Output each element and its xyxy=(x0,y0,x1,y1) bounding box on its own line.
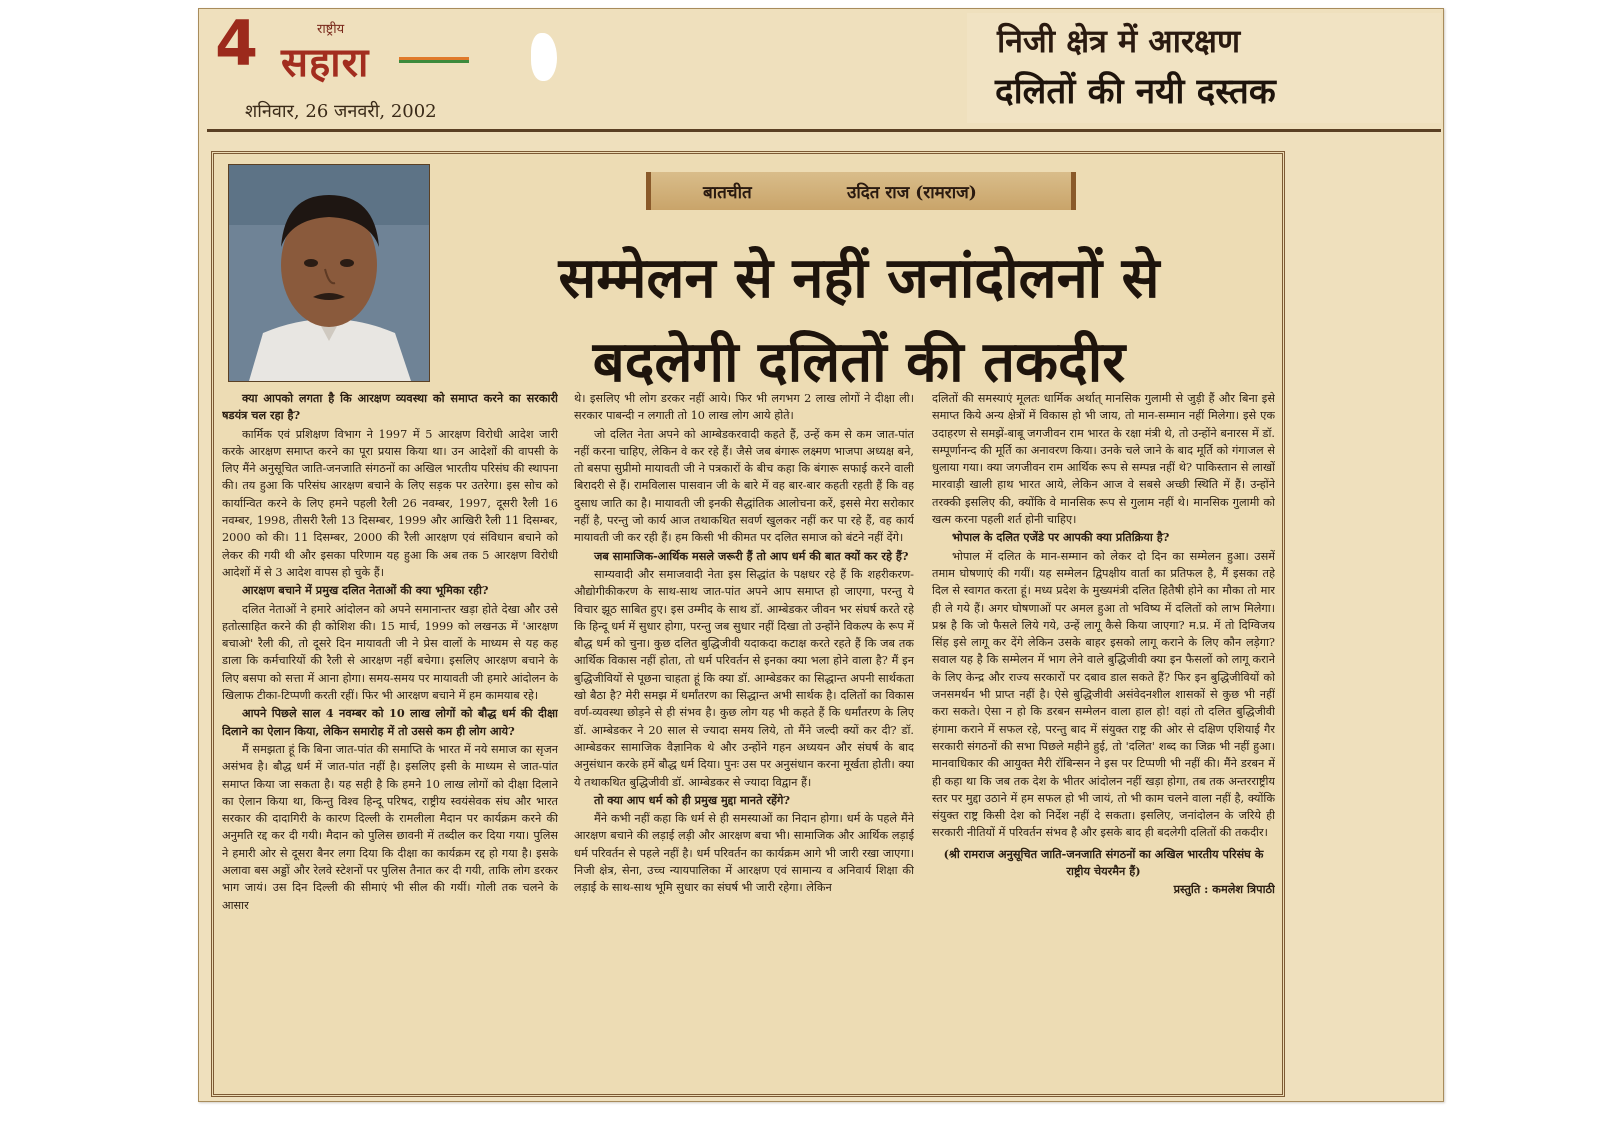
text-column-3 xyxy=(932,390,1275,1090)
answer: कार्मिक एवं प्रशिक्षण विभाग ने 1997 में 5 आरक्षण विरोधी आदेश जारी करके आरक्षण समाप्त करने का पूरा प्रयास किया था। उन आदेशों की वापसी के लिए मैंने अनुसूचित जाति-जनजाति संगठनों का अखिल भारतीय परिसंघ की स्थापना की। तय हुआ कि परिसंघ आरक्षण बचाने के लिए सड़क पर उतरेगा। इस सोच को कार्यान्वित करने के लिए हमने पहली रैली 26 नवम्बर, 1997, दूसरी रैली 16 नवम्बर, 1998, तीसरी रैली 13 दिसम्बर, 1999 और आखिरी रैली 11 दिसम्बर, 2000 को की। 11 दिसम्बर, 2000 की रैली आरक्षण एवं संविधान बचाने को लेकर की गयी थी और इसका परिणाम यह हुआ कि अब तक 5 आरक्षण विरोधी आदेशों में से 3 आदेश वापस हो चुके हैं। xyxy=(222,427,558,579)
masthead-logo: सहारा xyxy=(281,40,370,86)
answer-continued: दलितों की समस्याएं मूलतः धार्मिक अर्थात् मानसिक गुलामी से जुड़ी हैं और बिना इसे समाप्त किये अन्य क्षेत्रों में विकास हो भी जाय, तो मान-सम्मान नहीं मिलेगा। इसे एक उदाहरण से समझें-बाबू जगजीवन राम भारत के रक्षा मंत्री थे, तो उन्होंने बनारस में डॉ. सम्पूर्णानन्द की मूर्ति का अनावरण किया। उनके चले जाने के बाद मूर्ति को गंगाजल से धुलाया गया। क्या जगजीवन राम आर्थिक रूप से सम्पन्न नहीं थे? पाकिस्तान से लाखों मारवाड़ी खाली हाथ भारत आये, लेकिन आज वे सबसे अच्छी स्थिति में हैं। उन्होंने तरक्की इसलिए की, क्योंकि वे मानसिक रूप से गुलाम नहीं थे। मानसिक गुलामी को खत्म करना पहली शर्त होनी चाहिए। xyxy=(932,392,1275,527)
answer: जो दलित नेता अपने को आम्बेडकरवादी कहते हैं, उन्हें कम से कम जात-पांत नहीं करना चाहिए, लेकिन वे कर रहे हैं। जैसे जब बंगारू लक्ष्मण भाजपा अध्यक्ष बने, तो बसपा सुप्रीमो मायावती जी ने पत्रकारों के बीच कहा कि बंगारू सफाई करने वाली बिरादरी से हैं। रामविलास पासवान जी के बारे में वह बार-बार कहती रहती हैं कि वह दुसाध जाति का है। मायावती जी इनकी सैद्धांतिक आलोचना करें, इससे मेरा सरोकार नहीं है, परन्तु जो कार्य आज तथाकथित सवर्ण खुलकर नहीं कर पा रहे हैं, वह कार्य मायावती जी कर रही हैं। हम किसी भी कीमत पर दलित समाज को बंटने नहीं देंगे। xyxy=(574,427,914,545)
text-column-2 xyxy=(574,390,914,1090)
author-photo xyxy=(228,164,430,382)
answer: मैंने कभी नहीं कहा कि धर्म से ही समस्याओं का निदान होगा। धर्म के पहले मैंने आरक्षण बचाने की लड़ाई लड़ी और आरक्षण बचा भी। सामाजिक और आर्थिक लड़ाई धर्म परिवर्तन से पहले नहीं है। धर्म परिवर्तन का कार्यक्रम आगे भी जारी रखा जाएगा। निजी क्षेत्र, सेना, उच्च न्यायपालिका में आरक्षण एवं सामान्य व अनिवार्य शिक्षा की लड़ाई के साथ-साथ भूमि सुधार का संघर्ष भी जारी रहेगा। लेकिन xyxy=(574,812,914,895)
section-slug xyxy=(967,13,1441,123)
question: तो क्या आप धर्म को ही प्रमुख मुद्दा मानते रहेंगे? xyxy=(594,792,791,807)
slug-line-1: निजी क्षेत्र में आरक्षण xyxy=(997,22,1241,60)
headline-line-1: सम्मेलन से नहीं जनांदोलनों से xyxy=(558,245,1160,311)
question: क्या आपको लगता है कि आरक्षण व्यवस्था को समाप्त करने का सरकारी षडयंत्र चल रहा है? xyxy=(222,391,558,423)
masthead xyxy=(209,7,709,133)
byline-credit: प्रस्तुति : कमलेश त्रिपाठी xyxy=(1173,882,1275,897)
answer: दलित नेताओं ने हमारे आंदोलन को अपने समानान्तर खड़ा होते देखा और उसे हतोत्साहित करने की ही कोशिश की। 15 मार्च, 1999 को लखनऊ में 'आरक्षण बचाओ' रैली की, तो दूसरे दिन मायावती जी ने प्रेस वालों के माध्यम से यह कह डाला कि कर्मचारियों की रैली से आरक्षण नहीं बचेगा। इसलिए आरक्षण बचाने के लिए बसपा को सत्ता में आना होगा। समय-समय पर मायावती जी हमारे आंदोलन के खिलाफ टीका-टिप्पणी करती रहीं। फिर भी आरक्षण बचाने में हम कामयाब रहे। xyxy=(222,602,558,703)
answer: भोपाल में दलित के मान-सम्मान को लेकर दो दिन का सम्मेलन हुआ। उसमें तमाम घोषणाएं की गयीं। यह सम्मेलन द्विपक्षीय वार्ता का प्रतिफल है, मैं इसका तहे दिल से स्वागत करता हूं। मध्य प्रदेश के मुख्यमंत्री दलित हितैषी होने का मौका तो मार ही ले गये हैं। अगर घोषणाओं पर अमल हुआ तो भविष्य में दलितों को लाभ मिलेगा। प्रश्न है कि जो फैसले लिये गये, उन्हें लागू कैसे किया जाएगा? म.प्र. में तो दिग्विजय सिंह इसे लागू कर देंगे लेकिन उसके बाहर इसको लागू कराने के लिए कौन लड़ेगा? सवाल यह है कि सम्मेलन में भाग लेने वाले बुद्धिजीवी क्या इन फैसलों को लागू कराने के लिए केन्द्र और राज्य सरकारों पर दबाव डाल सकते हैं? फिर इन बुद्धिजीवियों को जनसमर्थन भी प्राप्त नहीं है। ऐसे बुद्धिजीवी असंवेदनशील शासकों से कुछ भी नहीं करा सकते। ऐसा न हो कि डरबन सम्मेलन वाला हाल हो! वहां तो दलित बुद्धिजीवी हंगामा कराने में सफल रहे, परन्तु बाद में संयुक्त राष्ट्र की ओर से दक्षिण एशियाई गैर सरकारी संगठनों की सभा पिछले महीने हुई, तो 'दलित' शब्द का जिक्र भी नहीं हुआ। मानवाधिकार की आयुक्त मैरी रॉबिन्सन ने इस पर टिप्पणी भी नहीं की। मैंने डरबन में ही कहा था कि जब तक देश के भीतर आंदोलन नहीं खड़ा होगा, तब तक अन्तरराष्ट्रीय स्तर पर मुद्दा उठाने में हम सफल हो भी जायं, तो भी काम चलने वाला नहीं है, क्योंकि संयुक्त राष्ट्र किसी देश को निर्देश नहीं दे सकता। इसलिए, जनांदोलन के जरिये ही सरकारी नीतियों में परिवर्तन संभव है और इसके बाद ही बदलेगी दलितों की तकदीर। xyxy=(932,549,1275,840)
slug-line-2: दलितों की नयी दस्तक xyxy=(995,71,1276,112)
question: जब सामाजिक-आर्थिक मसले जरूरी हैं तो आप धर्म की बात क्यों कर रहे हैं? xyxy=(594,548,909,563)
newspaper-clipping xyxy=(198,8,1444,1102)
author-bio-note: (श्री रामराज अनुसूचित जाति-जनजाति संगठनों का अखिल भारतीय परिसंघ के राष्ट्रीय चेयरमैन हैं) xyxy=(943,846,1264,879)
headline-line-2: बदलेगी दलितों की तकदीर xyxy=(592,329,1126,395)
headline xyxy=(444,236,1274,404)
question: आरक्षण बचाने में प्रमुख दलित नेताओं की क्या भूमिका रही? xyxy=(242,583,489,598)
answer: मैं समझता हूं कि बिना जात-पांत की समाप्ति के भारत में नये समाज का सृजन असंभव है। बौद्ध धर्म में जात-पांत नहीं है। इसलिए इसी के माध्यम से जात-पांत समाप्त किया जा सकता है। यह सही है कि हमने 10 लाख लोगों को दीक्षा दिलाने का ऐलान किया था, किन्तु विश्व हिन्दू परिषद, राष्ट्रीय स्वयंसेवक संघ और भारत सरकार की दादागिरी के कारण दिल्ली के रामलीला मैदान पर कार्यक्रम करने की अनुमति रद्द कर दी गयी। मैदान को पुलिस छावनी में तब्दील कर दिया गया। पुलिस ने हमारी ओर से दूसरा बैनर लगा दिया कि दीक्षा का कार्यक्रम रद्द हो गया है। इसके अलावा बस अड्डों और रेलवे स्टेशनों पर पुलिस तैनात कर दी गयी, ताकि लोग डरकर भाग जायं। उस दिन दिल्ली की सीमाएं भी सील की गयीं। गोली तक चलने के आसार xyxy=(222,742,558,912)
masthead-small-title: राष्ट्रीय xyxy=(317,22,345,37)
article-box xyxy=(211,151,1285,1097)
kicker-label: बातचीत xyxy=(703,183,752,203)
text-column-1 xyxy=(222,390,558,1090)
question: भोपाल के दलित एजेंडे पर आपकी क्या प्रतिक्रिया है? xyxy=(952,530,1170,545)
page-number: 4 xyxy=(215,7,259,80)
question: आपने पिछले साल 4 नवम्बर को 10 लाख लोगों को बौद्ध धर्म की दीक्षा दिलाने का ऐलान किया, लेकिन समारोह में तो उससे कम ही लोग आये? xyxy=(222,706,558,738)
paper-tear xyxy=(531,33,557,81)
interview-kicker xyxy=(646,172,1076,210)
answer-continued: थे। इसलिए भी लोग डरकर नहीं आये। फिर भी लगभग 2 लाख लोगों ने दीक्षा ली। सरकार पाबन्दी न लगाती तो 10 लाख लोग आये होते। xyxy=(574,392,914,423)
answer: साम्यवादी और समाजवादी नेता इस सिद्धांत के पक्षधर रहे हैं कि शहरीकरण-औद्योगीकीकरण के साथ-साथ जात-पांत अपने आप समाप्त हो जाएगा, परन्तु ये विचार झूठ साबित हुए। इस उम्मीद के साथ डॉ. आम्बेडकर जीवन भर संघर्ष करते रहे कि हिन्दू धर्म में सुधार होगा, परन्तु जब सुधार नहीं दिखा तो उन्होंने विकल्प के रूप में बौद्ध धर्म को चुना। कुछ दलित बुद्धिजीवी यदाकदा कटाक्ष करते रहते हैं कि जब तक आर्थिक विकास नहीं होता, तो धर्म परिवर्तन से इनका क्या भला होने वाला है? मैं इन बुद्धिजीवियों से पूछना चाहता हूं कि क्या डॉ. आम्बेडकर का सिद्धान्त अपनी सार्थकता खो बैठा है? मेरी समझ में धर्मांतरण का सिद्धान्त अभी सार्थक है। दलितों का विकास वर्ण-व्यवस्था छोड़ने से ही संभव है। कुछ लोग यह भी कहते हैं कि धर्मांतरण के लिए डॉ. आम्बेडकर ने 20 साल से ज्यादा समय लिये, तो मैंने जल्दी क्यों कर दी? डॉ. आम्बेडकर सामाजिक वैज्ञानिक थे और उन्होंने गहन अध्ययन और संघर्ष के बाद अनुसंधान करके हमें बौद्ध धर्म दिया। पुनः उस पर अनुसंधान करना मूर्खता होती। क्या ये तथाकथित बुद्धिजीवी डॉ. आम्बेडकर से ज्यादा विद्वान हैं। xyxy=(574,567,914,789)
dateline: शनिवार, 26 जनवरी, 2002 xyxy=(245,101,437,122)
masthead-tricolor-stripe xyxy=(399,57,469,63)
masthead-rule xyxy=(207,129,1441,132)
kicker-name: उदित राज (रामराज) xyxy=(847,183,977,203)
